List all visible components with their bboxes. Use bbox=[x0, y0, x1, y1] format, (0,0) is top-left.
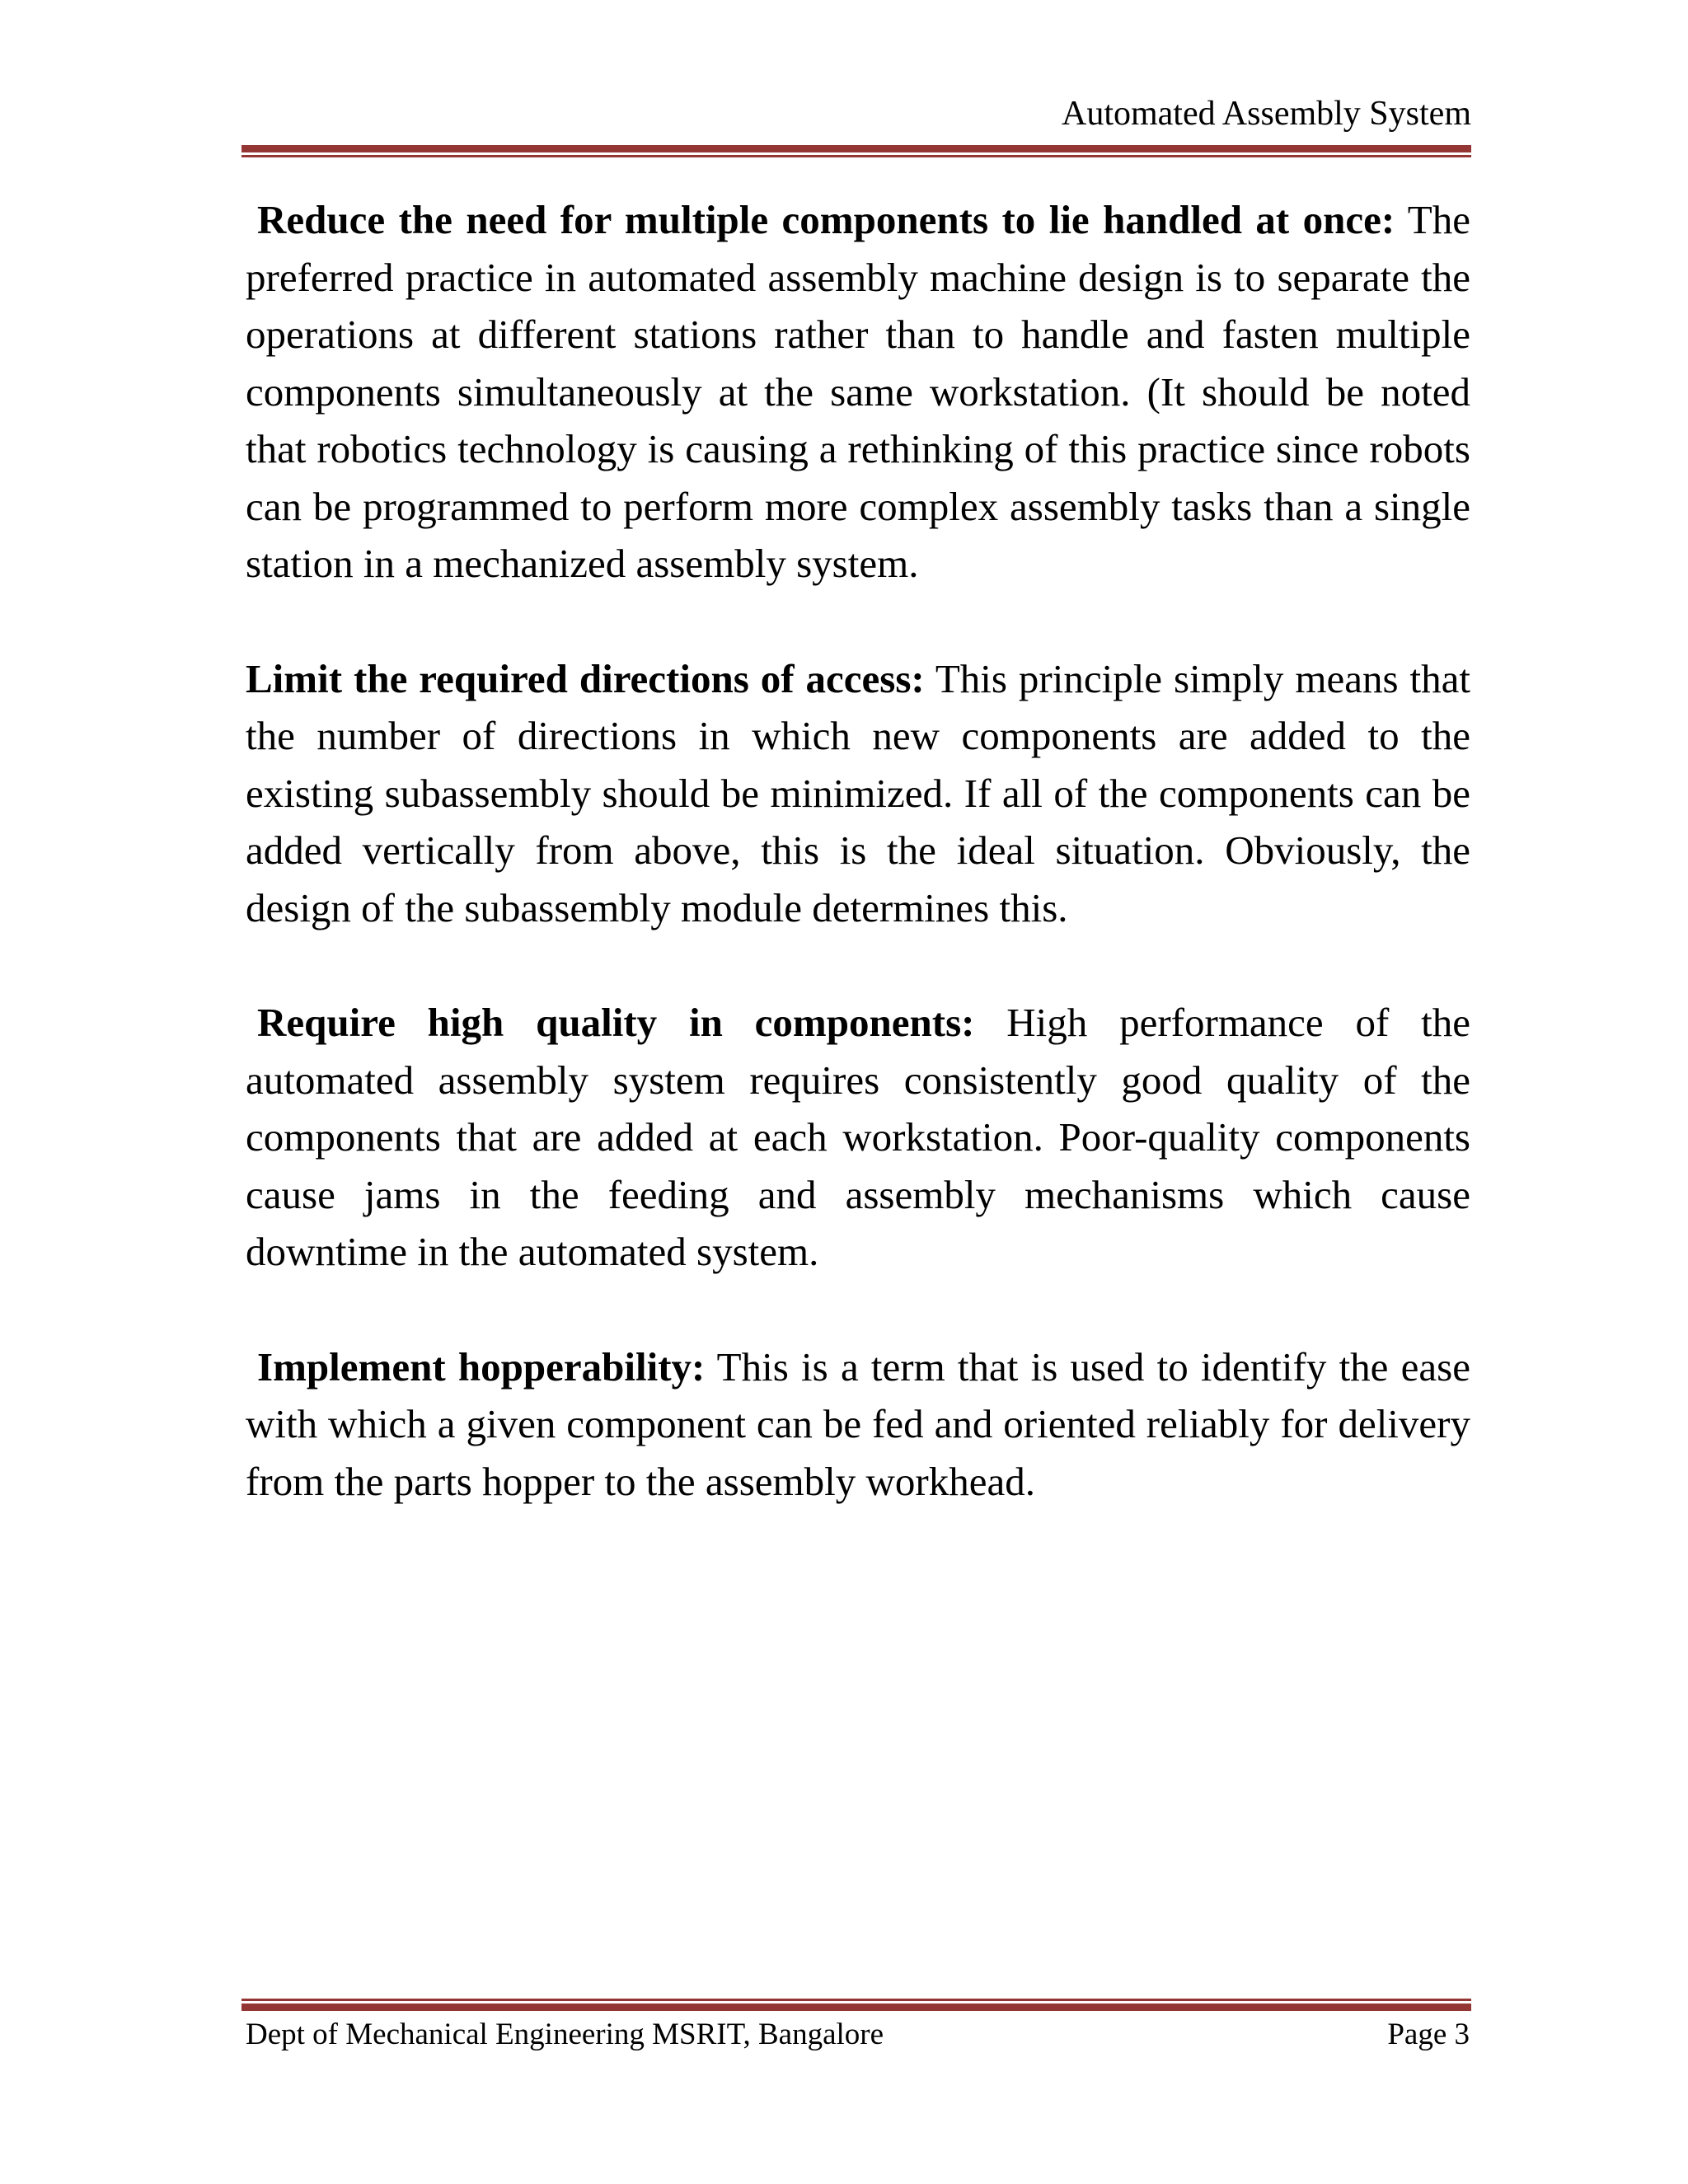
paragraph-text: This principle simply means that the number of directions in which new components are added to the existing subassembly should be minimized. If all of the components can be added vertically from above, this is the ideal situation. Obviously, the design of the subassembly module determines this. bbox=[246, 655, 1470, 930]
header-rule bbox=[241, 145, 1471, 157]
paragraph-heading: Limit the required directions of access: bbox=[246, 655, 925, 701]
footer-page-number: Page 3 bbox=[1387, 2018, 1470, 2051]
paragraph-reduce-components bbox=[246, 191, 1470, 593]
paragraph-heading: Reduce the need for multiple components to lie handled at once: bbox=[257, 197, 1395, 242]
paragraph-text: The preferred practice in automated assembly machine design is to separate the operations at different stations rather than to handle and fasten multiple components simultaneously at the same workstation. (It should be noted that robotics technology is causing a rethinking of this practice since robots can be programmed to perform more complex assembly tasks than a single station in a mechanized assembly system. bbox=[246, 197, 1470, 586]
paragraph-heading: Require high quality in components: bbox=[257, 1000, 975, 1045]
paragraph-text: High performance of the automated assembly system requires consistently good quality of the components that are added at each workstation. Poor-quality components cause jams in the feeding and assembly mechanisms which cause downtime in the automated system. bbox=[246, 1000, 1470, 1274]
page-body bbox=[246, 191, 1470, 1568]
footer-rule bbox=[241, 1999, 1471, 2011]
paragraph-high-quality bbox=[246, 994, 1470, 1281]
paragraph-hopperability bbox=[246, 1338, 1470, 1511]
paragraph-text: This is a term that is used to identify the ease with which a given component can be fed and oriented reliably for delivery from the parts hopper to the assembly workhead. bbox=[246, 1343, 1470, 1504]
footer-department: Dept of Mechanical Engineering MSRIT, Bangalore bbox=[246, 2018, 884, 2051]
header-title: Automated Assembly System bbox=[1062, 95, 1471, 133]
paragraph-limit-directions bbox=[246, 650, 1470, 937]
paragraph-heading: Implement hopperability: bbox=[257, 1343, 706, 1390]
